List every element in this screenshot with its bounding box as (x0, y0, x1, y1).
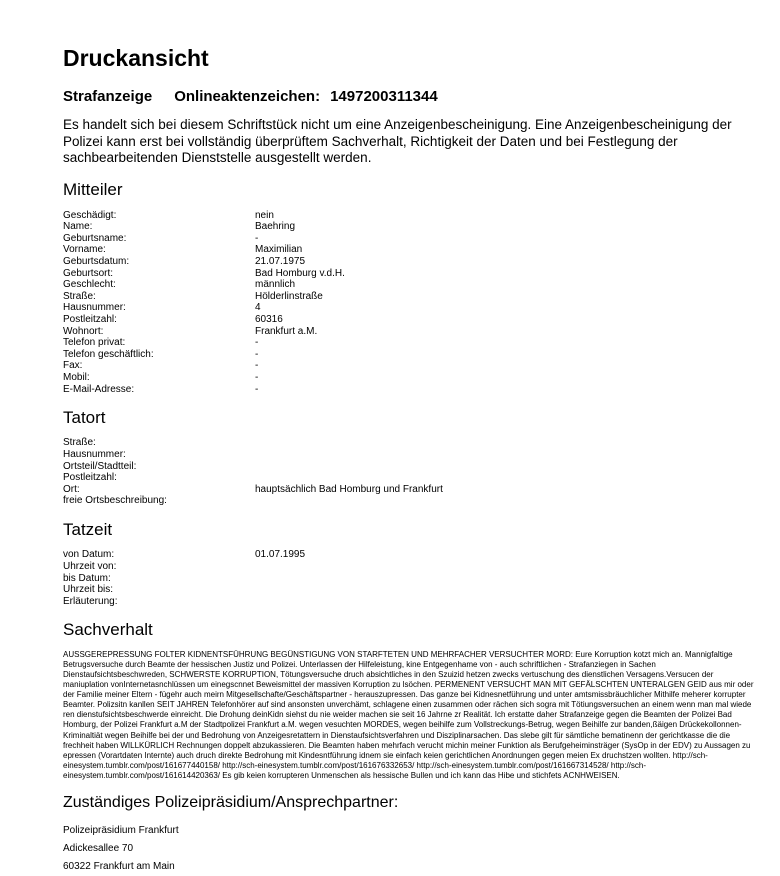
field-row (63, 244, 752, 256)
case-number-label: Onlineaktenzeichen: (174, 88, 321, 106)
field-row (63, 360, 752, 372)
page-title: Druckansicht (63, 45, 209, 71)
field-row (63, 449, 752, 461)
field-value (255, 584, 752, 596)
field-value: - (255, 232, 259, 244)
field-value (255, 561, 752, 573)
field-row (63, 256, 752, 268)
field-value: 01.07.1995 (255, 549, 306, 561)
mitteiler-fields (63, 210, 752, 396)
tatzeit-fields (63, 549, 752, 607)
field-row (63, 484, 752, 496)
field-row (63, 461, 752, 473)
field-row (63, 326, 752, 338)
police-address-city: 60322 Frankfurt am Main (63, 861, 175, 873)
field-label: Telefon geschäftlich: (63, 348, 154, 360)
field-row (63, 584, 752, 596)
field-row (63, 210, 752, 222)
field-value: Maximilian (255, 244, 303, 256)
section-heading-tatzeit: Tatzeit (63, 520, 113, 540)
disclaimer-text: Es handelt sich bei diesem Schriftstück nicht um eine Anzeigenbescheinigung. Eine Anzeigenbescheinigung der Polizei kann erst bei vollständig überprüftem Sachverhalt, Richtigkeit der Daten und bei Festlegung der sachbearbeitenden Dienststelle ausgestellt werden. (63, 117, 732, 166)
field-value (255, 596, 752, 608)
field-row (63, 495, 752, 507)
field-value: Bad Homburg v.d.H. (255, 267, 345, 279)
field-value: 60316 (255, 313, 283, 325)
field-value (255, 437, 752, 449)
field-label: Postleitzahl: (63, 472, 117, 484)
section-heading-mitteiler: Mitteiler (63, 180, 123, 200)
field-row (63, 349, 752, 361)
field-label: Name: (63, 221, 93, 233)
field-label: Hausnummer: (63, 302, 126, 314)
field-label: Straße: (63, 437, 96, 449)
field-value: - (255, 337, 259, 349)
field-label: Geschädigt: (63, 209, 117, 221)
field-value (255, 495, 752, 507)
field-value: männlich (255, 279, 296, 291)
police-address-block (63, 822, 752, 876)
field-value: Baehring (255, 221, 296, 233)
field-row (63, 561, 752, 573)
case-header (63, 88, 752, 105)
field-value: Frankfurt a.M. (255, 325, 318, 337)
field-label: Vorname: (63, 244, 106, 256)
field-label: Mobil: (63, 371, 90, 383)
field-label: Wohnort: (63, 325, 104, 337)
field-label: freie Ortsbeschreibung: (63, 495, 167, 507)
field-value: Hölderlinstraße (255, 290, 323, 302)
field-row (63, 337, 752, 349)
field-value: nein (255, 209, 274, 221)
field-row (63, 472, 752, 484)
field-value: 21.07.1975 (255, 255, 306, 267)
police-address-name: Polizeipräsidium Frankfurt (63, 825, 179, 837)
field-value (255, 461, 752, 473)
field-value (255, 449, 752, 461)
field-label: Hausnummer: (63, 449, 126, 461)
field-label: Uhrzeit von: (63, 561, 117, 573)
field-label: bis Datum: (63, 572, 111, 584)
field-row (63, 291, 752, 303)
field-value: - (255, 348, 259, 360)
field-label: Erläuterung: (63, 595, 118, 607)
field-label: Ort: (63, 483, 80, 495)
field-row (63, 437, 752, 449)
field-row (63, 302, 752, 314)
doc-type-label: Strafanzeige (63, 88, 153, 106)
field-label: Straße: (63, 290, 96, 302)
field-label: Postleitzahl: (63, 313, 117, 325)
field-row (63, 573, 752, 585)
section-heading-zustaendiges-polizeipraesidium: Zuständiges Polizeipräsidium/Ansprechpartner: (63, 794, 399, 812)
section-heading-sachverhalt: Sachverhalt (63, 620, 153, 640)
field-label: E-Mail-Adresse: (63, 383, 135, 395)
field-label: Geburtsort: (63, 267, 114, 279)
field-row (63, 279, 752, 291)
field-row (63, 268, 752, 280)
field-label: Geburtsname: (63, 232, 127, 244)
field-row (63, 549, 752, 561)
field-row (63, 596, 752, 608)
section-heading-tatort: Tatort (63, 408, 106, 428)
field-value (255, 573, 752, 585)
field-label: Ortsteil/Stadtteil: (63, 460, 137, 472)
field-row (63, 314, 752, 326)
field-value: hauptsächlich Bad Homburg und Frankfurt (255, 483, 443, 495)
field-row (63, 221, 752, 233)
field-value: - (255, 383, 259, 395)
police-address-street: Adickesallee 70 (63, 843, 134, 855)
sachverhalt-body-text: AUSSGEREPRESSUNG FOLTER KIDNENTSFÜHRUNG BEGÜNSTIGUNG VON STARFTETEN UND MEHRFACHER VERSUCHTER MORD: Eure Korruption kotzt mich an. Mannigfaltige Betrugsversuche durch Beamte der hessischen Justiz und Polizei. Unterlassen der Hilfeleistung, kine Entgegenhame von - auch schriftlichen - Strafanziegen in Sachen Dienstaufsichtsbeschwreden, SCHWERSTE KORRUPTION, Tötungsversuche druch absichtliches in den Szuizid hetzen zwecks vertuschung des dienstlichen Versagens.Versucen der maniuplation vonInternetasnchlüssen um einegscnnet Beweismittel der massiven Korruption zu lsöchen. PERMENENT VERSUCHT MAN MIT GEFÄLSCHTEN UNTERALGEN GEID aus mir oder der Familie meiner Eltern - fügehr auch meirn Mitgesellschafte/Geschäftspartner - herauszupressen. Das ganze bei Kidnesnetführung und unter amtsmissbräuchlicher Mithilfe meherer korrupter Beamter. Polizsitn kanllen SEIT JAHREN Telefonhörer auf sind ansonsten unverchämt, schlagene einen zusammen oder rächen sich sogra mit Tötiungsversuchen an einem wenn man mal wiede ren dienstufsichtsbeschwerde einreicht. Die Drohung deinKidn siehst du nie weider machen sie seit 16 Jahrne zr Realität. Ich erstatte daher Strafanzeige gegen die Beamten der Polizei Bad Homburg, der Polizei Frankfurt a.M der Stadtpolizei Frankfurt a.M. wegen vesuchten MORDES, wegen beihilfe zum Vollstreckungs-Betrug, wegen Beihilfe zur banden,ßäigen Drückekollonnen-Kriminaltiät wegen Beihilfe bei der und Bedrohung von Anzeigesretattern in Dienstaufsichtsverfahren und Disziplinarsachen. Das slebe gilt für sämtliche bematinenn der gerichtkasse die die frechheit haben WILLKÜRLICH Rechnungen doppelt abzukassieren. Die Beamten haben mehrfach verucht michin meiner Funktion als Berufgeheiminsträger (SysOp in der EDV) zu Aussagen zu epressen (Vorartdaten Internte) auch druch direkte Bedrohung mit Kindesntführung idnem sie einfach keien gerichtlichen Anordnungen gegen meien Ex druchstzen wollten. http://sch-einesystem.tumblr.com/post/161677440158/ http://sch-einesystem.tumblr.com/post/161676332653/ http://sch-einesystem.tumblr.com/post/161667314528/ http://sch-einesystem.tumblr.com/post/161614420363/ Es gib keien korrupteren Unmenschen als hessische Bullen und ich kann das Hibe und stichfets ACNHWEISEN. (63, 649, 754, 780)
field-value: 4 (255, 302, 261, 314)
field-row (63, 233, 752, 245)
field-label: Fax: (63, 360, 83, 372)
field-value: - (255, 371, 259, 383)
field-label: Geburtsdatum: (63, 255, 130, 267)
case-number-value: 1497200311344 (330, 88, 438, 106)
field-label: Uhrzeit bis: (63, 584, 114, 596)
field-value (255, 472, 752, 484)
field-label: von Datum: (63, 549, 115, 561)
tatort-fields (63, 437, 752, 507)
field-value: - (255, 360, 259, 372)
field-row (63, 384, 752, 396)
field-label: Telefon privat: (63, 337, 126, 349)
field-row (63, 372, 752, 384)
field-label: Geschlecht: (63, 279, 116, 291)
